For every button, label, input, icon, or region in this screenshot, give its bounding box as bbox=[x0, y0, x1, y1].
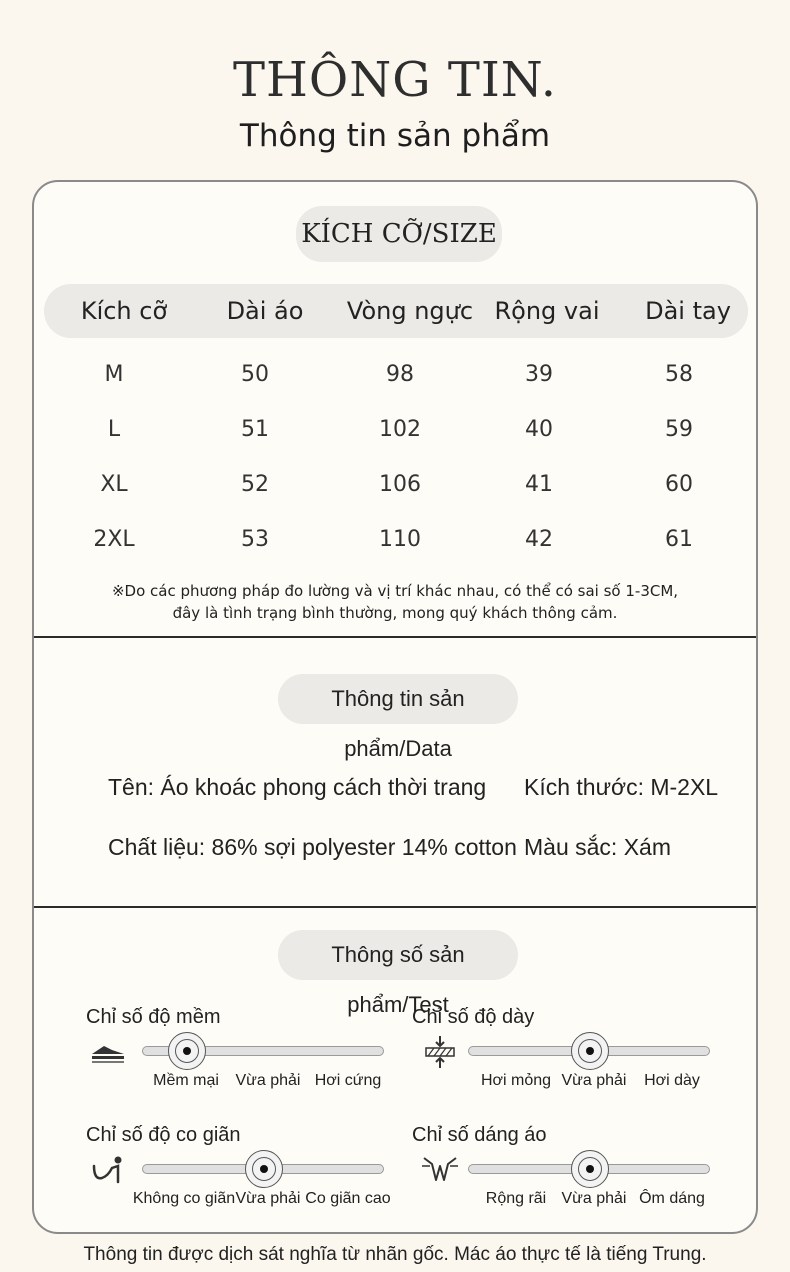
softness-icon bbox=[86, 1034, 130, 1070]
indicator-title: Chỉ số dáng áo bbox=[412, 1124, 547, 1146]
table-cell: 39 bbox=[525, 362, 553, 387]
elasticity-icon bbox=[86, 1152, 130, 1188]
table-cell: 52 bbox=[241, 472, 269, 497]
table-cell: 42 bbox=[525, 527, 553, 552]
fit-icon bbox=[418, 1152, 462, 1188]
elasticity-slider bbox=[142, 1164, 384, 1174]
elasticity-slider-knob bbox=[245, 1150, 283, 1188]
slider-label-high: Ôm dáng bbox=[639, 1190, 705, 1207]
product-name: Tên: Áo khoác phong cách thời trang bbox=[108, 774, 487, 800]
note-line-2: đây là tình trạng bình thường, mong quý khách thông cảm. bbox=[172, 604, 618, 622]
indicator-title: Chỉ số độ dày bbox=[412, 1006, 535, 1028]
footer-note: Thông tin được dịch sát nghĩa từ nhãn gốc. Mác áo thực tế là tiếng Trung. bbox=[83, 1244, 707, 1265]
softness-slider bbox=[142, 1046, 384, 1056]
page-title: THÔNG TIN. bbox=[233, 52, 557, 108]
slider-label-high: Hơi cứng bbox=[314, 1072, 382, 1089]
table-cell: L bbox=[107, 417, 121, 442]
table-cell: 106 bbox=[379, 472, 421, 497]
softness-slider-knob bbox=[168, 1032, 206, 1070]
slider-label-low: Hơi mỏng bbox=[480, 1072, 552, 1089]
table-cell: 53 bbox=[241, 527, 269, 552]
product-color: Màu sắc: Xám bbox=[524, 834, 671, 860]
table-cell: 102 bbox=[379, 417, 421, 442]
table-cell: 58 bbox=[665, 362, 693, 387]
table-cell: 110 bbox=[379, 527, 421, 552]
table-cell: 2XL bbox=[93, 527, 135, 552]
slider-label-mid: Vừa phải bbox=[561, 1190, 627, 1207]
col-header-shoulder: Rộng vai bbox=[494, 297, 600, 325]
slider-label-high: Co giãn cao bbox=[305, 1190, 391, 1207]
table-cell: 40 bbox=[525, 417, 553, 442]
col-header-length: Dài áo bbox=[226, 297, 304, 325]
data-heading: Thông tin sản phẩm/Data bbox=[278, 674, 518, 724]
measurement-note bbox=[34, 580, 756, 624]
table-cell: 98 bbox=[386, 362, 414, 387]
thickness-slider-knob bbox=[571, 1032, 609, 1070]
indicator-title: Chỉ số độ mềm bbox=[86, 1006, 221, 1028]
size-table-header bbox=[44, 284, 748, 338]
test-heading: Thông số sản phẩm/Test bbox=[278, 930, 518, 980]
thickness-icon bbox=[418, 1034, 462, 1070]
note-line-1: ※Do các phương pháp đo lường và vị trí khác nhau, có thể có sai số 1-3CM, bbox=[111, 582, 679, 600]
table-cell: XL bbox=[100, 472, 128, 497]
col-header-size: Kích cỡ bbox=[80, 297, 168, 325]
fit-slider-knob bbox=[571, 1150, 609, 1188]
slider-label-low: Rộng rãi bbox=[485, 1190, 547, 1207]
product-size: Kích thước: M-2XL bbox=[524, 774, 719, 800]
indicator-title: Chỉ số độ co giãn bbox=[86, 1124, 241, 1146]
size-heading: KÍCH CỠ/SIZE bbox=[296, 206, 502, 262]
table-cell: 60 bbox=[665, 472, 693, 497]
fit-slider bbox=[468, 1164, 710, 1174]
info-card bbox=[32, 180, 758, 1234]
table-cell: 61 bbox=[665, 527, 693, 552]
slider-label-mid: Vừa phải bbox=[235, 1190, 301, 1207]
product-material: Chất liệu: 86% sợi polyester 14% cotton bbox=[108, 834, 517, 860]
slider-label-high: Hơi dày bbox=[644, 1072, 700, 1089]
thickness-slider bbox=[468, 1046, 710, 1056]
table-cell: M bbox=[104, 362, 124, 387]
col-header-sleeve: Dài tay bbox=[645, 297, 731, 325]
slider-label-low: Không co giãn bbox=[132, 1190, 236, 1207]
section-divider bbox=[34, 636, 756, 638]
section-divider bbox=[34, 906, 756, 908]
table-cell: 51 bbox=[241, 417, 269, 442]
table-cell: 59 bbox=[665, 417, 693, 442]
slider-label-low: Mềm mại bbox=[153, 1072, 219, 1089]
slider-label-mid: Vừa phải bbox=[561, 1072, 627, 1089]
col-header-chest: Vòng ngực bbox=[346, 297, 474, 325]
page-subtitle: Thông tin sản phẩm bbox=[239, 118, 551, 154]
slider-label-mid: Vừa phải bbox=[235, 1072, 301, 1089]
table-cell: 41 bbox=[525, 472, 553, 497]
table-cell: 50 bbox=[241, 362, 269, 387]
